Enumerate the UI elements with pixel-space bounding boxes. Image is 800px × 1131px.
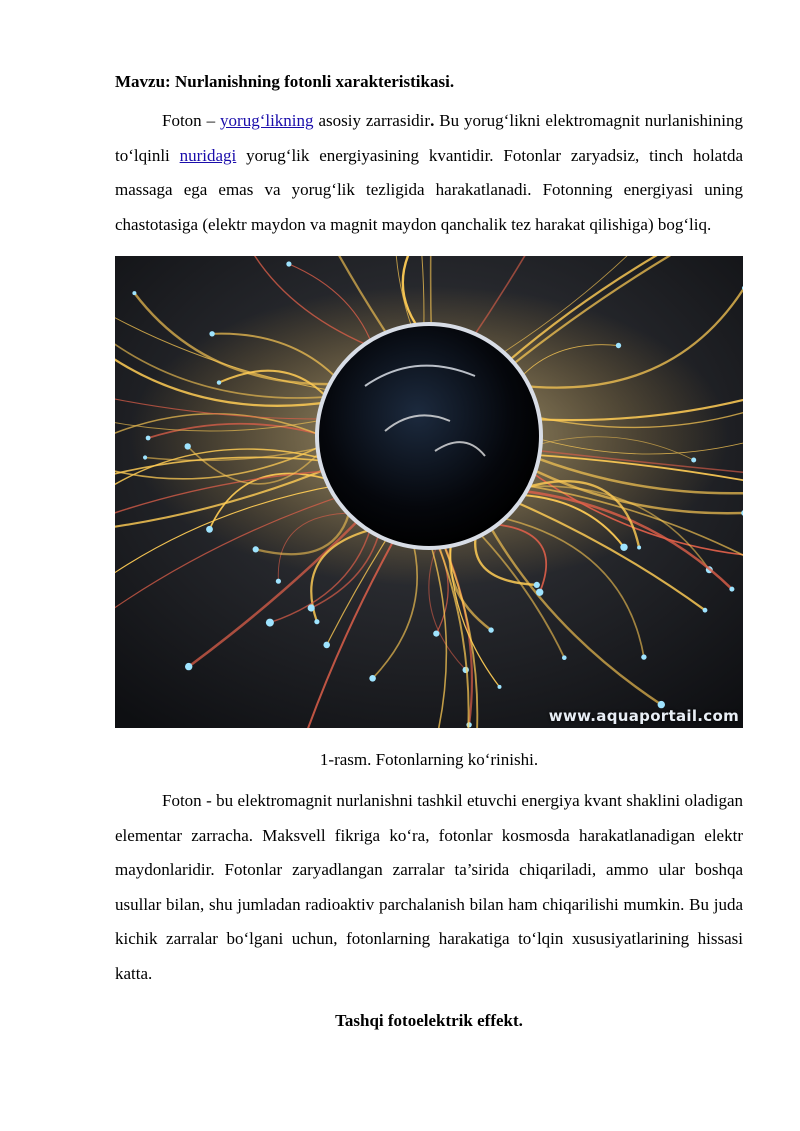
photon-spark <box>209 331 214 336</box>
photon-spark <box>620 544 627 551</box>
document-title: Mavzu: Nurlanishning fotonli xarakteristikasi. <box>115 72 455 91</box>
photon-spark <box>266 619 274 627</box>
paragraph-1 <box>115 104 743 242</box>
p1-text-2: asosiy zarrasidir <box>313 111 431 130</box>
photon-spark <box>185 663 192 670</box>
photon-spark <box>641 654 646 659</box>
section-heading: Tashqi fotoelektrik effekt. <box>335 1011 523 1030</box>
photon-spark <box>132 291 136 295</box>
photon-spark <box>703 608 708 613</box>
photon-spark <box>323 642 330 649</box>
document-page <box>115 72 743 1031</box>
p1-bold-period: . <box>430 111 435 130</box>
photon-spark <box>286 261 291 266</box>
photon-spark <box>217 380 221 384</box>
photon-spark <box>308 604 315 611</box>
paragraph-2: Foton - bu elektromagnit nurlanishni tashkil etuvchi energiya kvant shaklini oladigan elementar zarracha. Maksvell fikriga ko‘ra, fotonlar kosmosda harakatlanadigan elektr maydonlaridir. Fotonlar zaryadlangan zarralar ta’sirida chiqariladi, ammo ular boshqa usullar bilan, shu jumladan radioaktiv parchalanish bilan ham chiqarilishi mumkin. Bu juda kichik zarralar bo‘lgani uchun, fotonlarning harakatiga to‘lqin xususiyatlarining hissasi katta. <box>115 791 743 983</box>
photon-spark <box>536 589 543 596</box>
p1-text-3: Bu yorug‘likni elektromagnit nurlanishining to‘lqinli <box>115 111 743 165</box>
photon-spark <box>433 631 439 637</box>
photon-spark <box>253 546 259 552</box>
photon-spark <box>314 619 319 624</box>
photon-spark <box>691 458 696 463</box>
p1-text-1: Foton – <box>162 111 221 130</box>
photon-spark <box>276 579 281 584</box>
photon-spark <box>616 343 621 348</box>
watermark: www.aquaportail.com <box>548 707 739 725</box>
photon-spark <box>498 685 502 689</box>
photon-spark <box>206 526 213 533</box>
photon-figure <box>115 256 743 728</box>
central-sphere <box>317 324 541 548</box>
p1-text-4: yorug‘lik energiyasining kvantidir. Fotonlar zaryadsiz, tinch holatda massaga ega emas va yorug‘lik tezligida harakatlanadi. Fotonning energiyasi uning chastotasiga (elektr maydon va magnit maydon qanchalik tez harakat qilishiga) bog‘liq. <box>115 145 743 234</box>
photon-spark <box>369 675 376 682</box>
figure-caption: 1-rasm. Fotonlarning ko‘rinishi. <box>319 750 539 769</box>
photon-illustration <box>115 256 743 728</box>
photon-spark <box>637 546 641 550</box>
link-yoruglikning[interactable]: yorug‘likning <box>220 111 314 130</box>
link-nuridagi[interactable]: nuridagi <box>179 145 237 165</box>
photon-spark <box>562 655 567 660</box>
photon-spark <box>146 436 151 441</box>
photon-spark <box>185 443 191 449</box>
photon-spark <box>488 627 493 632</box>
photon-spark <box>143 455 147 459</box>
photon-spark <box>534 582 540 588</box>
photon-spark <box>729 587 734 592</box>
